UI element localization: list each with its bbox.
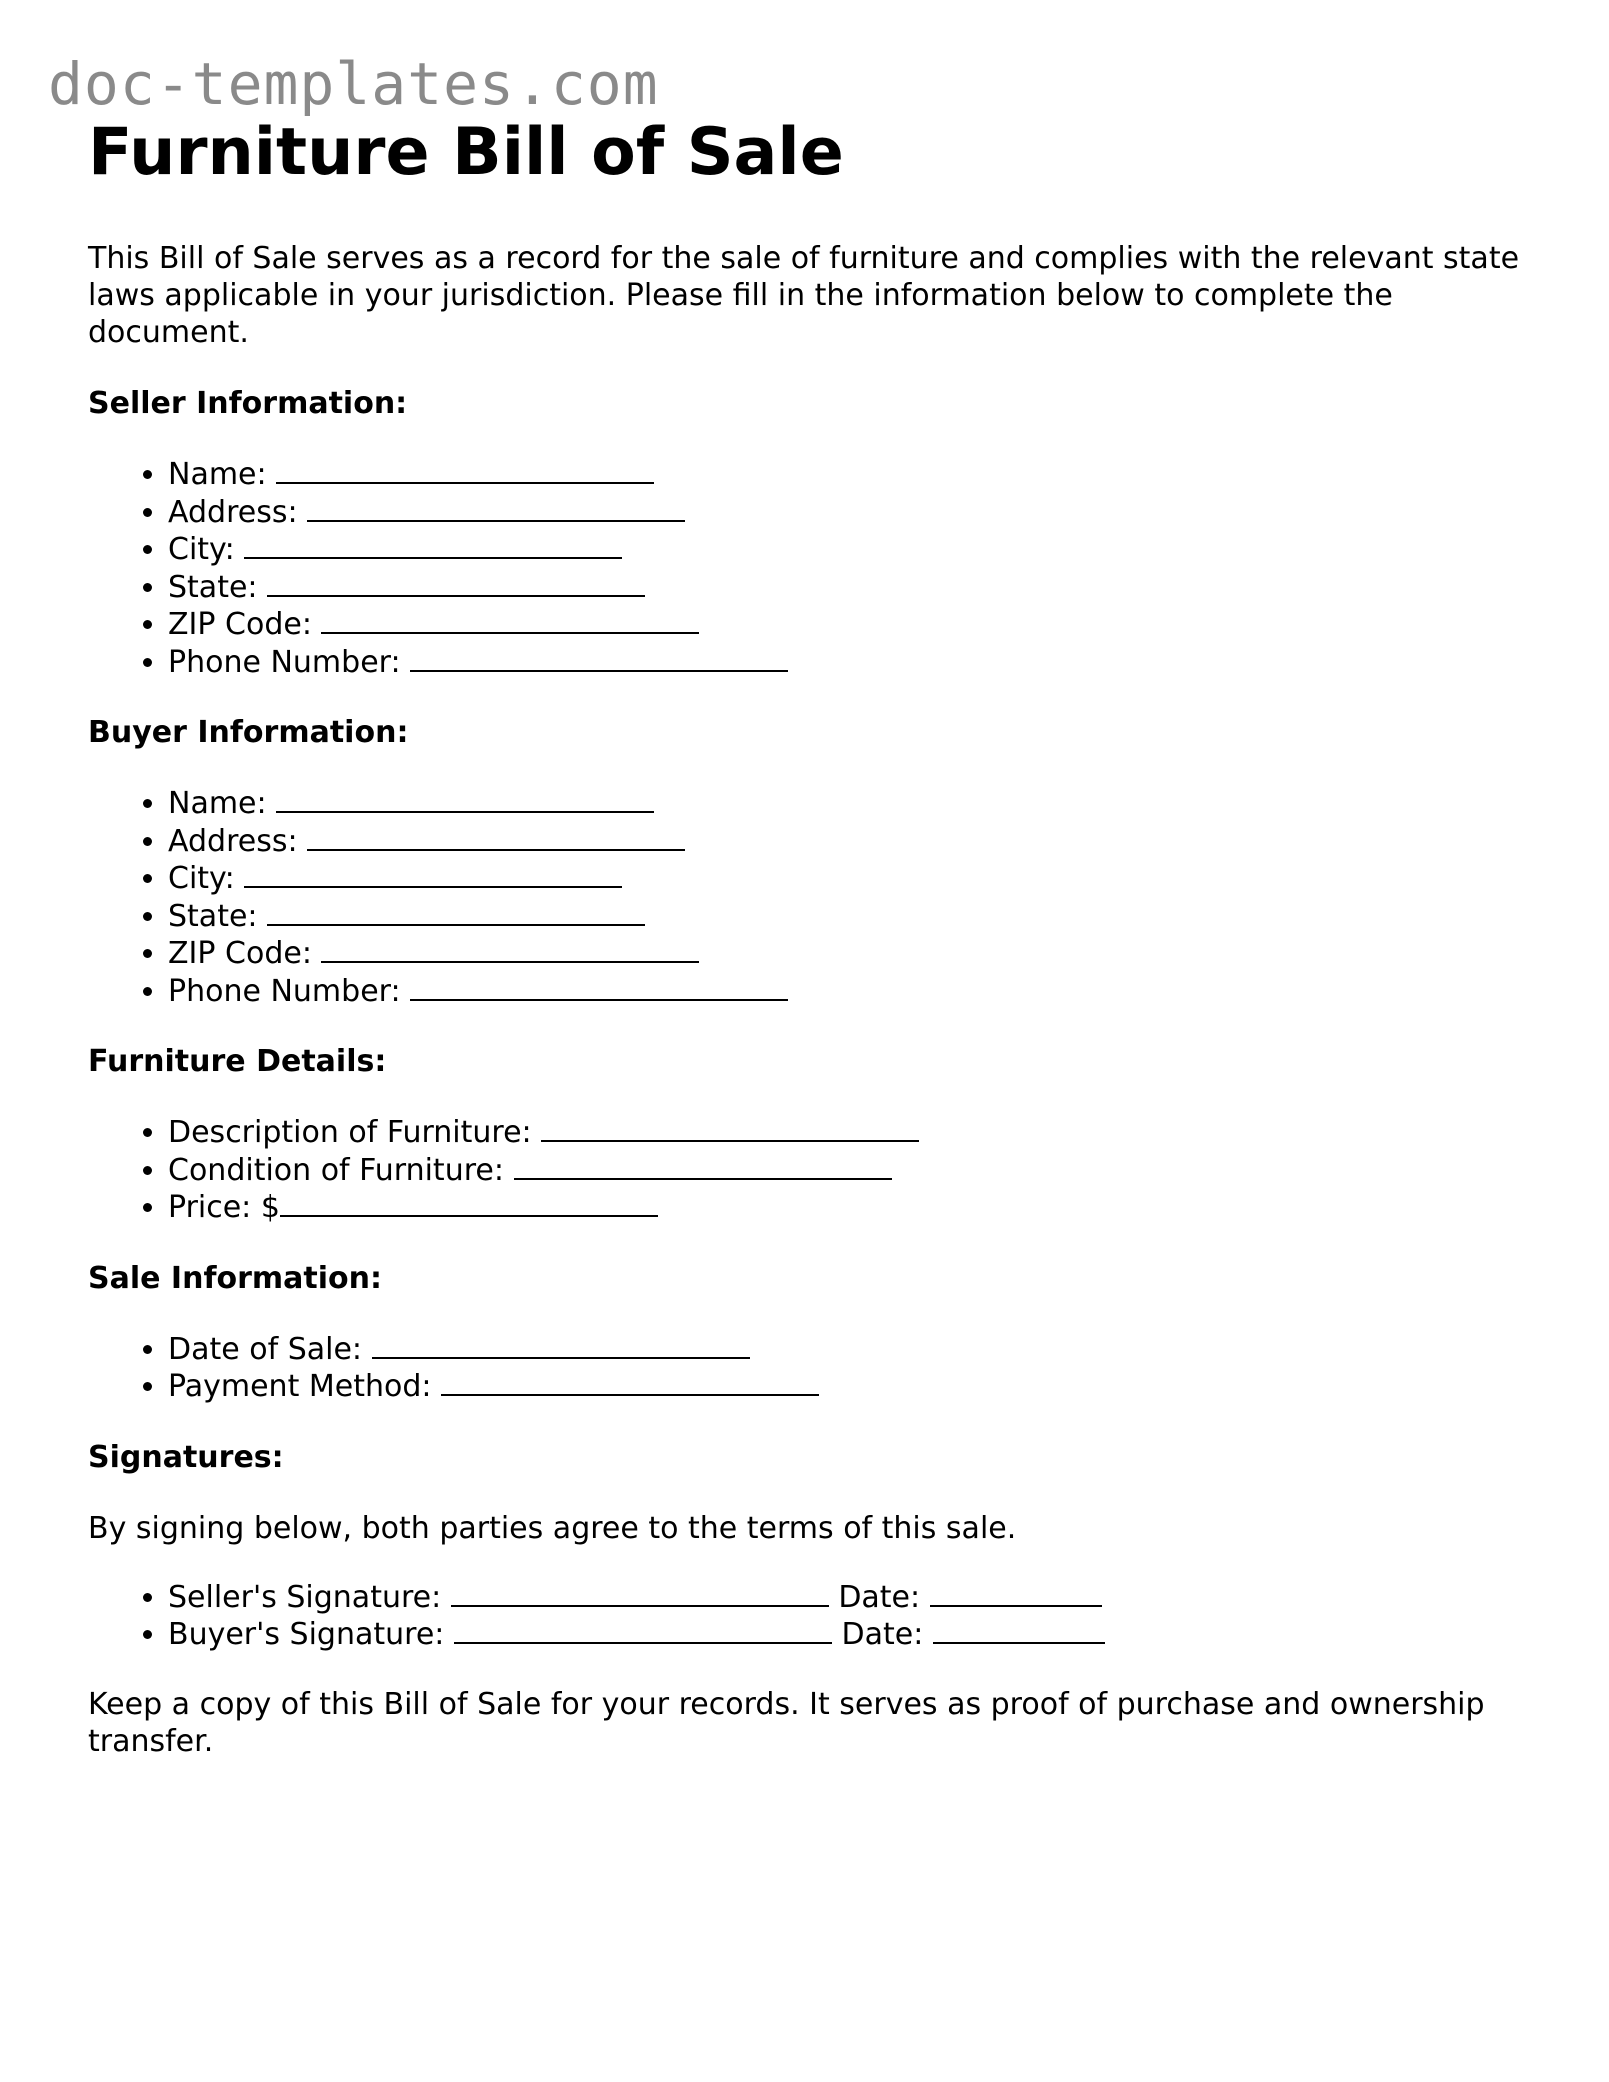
sale-date-blank[interactable] bbox=[372, 1333, 750, 1359]
field-label: Condition of Furniture: bbox=[168, 1152, 504, 1188]
field-label: Price: $ bbox=[168, 1190, 280, 1225]
sale-section-heading: Sale Information: bbox=[88, 1260, 382, 1296]
buyer-signature-blank[interactable] bbox=[454, 1618, 832, 1644]
field-label: Address: bbox=[168, 823, 298, 859]
furniture-section-heading: Furniture Details: bbox=[88, 1044, 387, 1079]
field-label: Date: bbox=[841, 1617, 924, 1652]
buyer-address-field bbox=[168, 823, 1528, 861]
seller-name-field bbox=[168, 456, 1528, 494]
seller-city-field bbox=[168, 531, 1528, 569]
furniture-price-blank[interactable] bbox=[280, 1191, 658, 1217]
field-label: Name: bbox=[168, 457, 267, 492]
field-label: ZIP Code: bbox=[168, 607, 312, 642]
payment-method-blank[interactable] bbox=[441, 1370, 819, 1396]
field-label: City: bbox=[168, 861, 235, 896]
furniture-condition-field bbox=[168, 1152, 1528, 1190]
seller-signature-field bbox=[168, 1579, 1528, 1617]
watermark: doc-templates.com bbox=[48, 50, 659, 118]
closing-paragraph: Keep a copy of this Bill of Sale for your records. It serves as proof of purchase and ownership transfer. bbox=[88, 1686, 1485, 1759]
furniture-price-field bbox=[168, 1189, 1528, 1227]
buyer-city-blank[interactable] bbox=[244, 862, 622, 888]
seller-city-blank[interactable] bbox=[244, 533, 622, 559]
buyer-field-list bbox=[88, 785, 1528, 1010]
sale-date-field bbox=[168, 1331, 1528, 1369]
buyer-phone-field bbox=[168, 973, 1528, 1011]
buyer-state-blank[interactable] bbox=[267, 900, 645, 926]
field-label: Buyer's Signature: bbox=[168, 1617, 445, 1652]
payment-method-field bbox=[168, 1368, 1528, 1406]
field-label: Address: bbox=[168, 494, 298, 530]
field-label: State: bbox=[168, 898, 258, 934]
furniture-description-field bbox=[168, 1114, 1528, 1152]
seller-phone-field bbox=[168, 644, 1528, 682]
furniture-condition-blank[interactable] bbox=[514, 1154, 892, 1180]
buyer-signature-field bbox=[168, 1616, 1528, 1654]
field-label: City: bbox=[168, 532, 235, 567]
field-label: Seller's Signature: bbox=[168, 1579, 442, 1615]
seller-phone-blank[interactable] bbox=[410, 646, 788, 672]
furniture-description-blank[interactable] bbox=[541, 1116, 919, 1142]
buyer-address-blank[interactable] bbox=[307, 825, 685, 851]
sale-field-list bbox=[88, 1331, 1528, 1406]
seller-address-field bbox=[168, 494, 1528, 532]
field-label: State: bbox=[168, 569, 258, 605]
seller-address-blank[interactable] bbox=[307, 496, 685, 522]
agreement-statement: By signing below, both parties agree to the terms of this sale. bbox=[88, 1510, 1017, 1546]
buyer-city-field bbox=[168, 860, 1528, 898]
seller-state-blank[interactable] bbox=[267, 571, 645, 597]
seller-signature-blank[interactable] bbox=[451, 1581, 829, 1607]
field-label: Payment Method: bbox=[168, 1369, 432, 1404]
seller-name-blank[interactable] bbox=[276, 458, 654, 484]
field-label: Name: bbox=[168, 786, 267, 821]
seller-field-list bbox=[88, 456, 1528, 681]
seller-state-field bbox=[168, 569, 1528, 607]
buyer-phone-blank[interactable] bbox=[410, 975, 788, 1001]
buyer-zip-blank[interactable] bbox=[321, 937, 699, 963]
field-label: Description of Furniture: bbox=[168, 1115, 532, 1150]
intro-paragraph: This Bill of Sale serves as a record for the sale of furniture and complies with the relevant state laws applicable in your jurisdiction. Please fill in the information below to complete the document. bbox=[88, 241, 1520, 350]
seller-zip-blank[interactable] bbox=[321, 608, 699, 634]
field-label: Date of Sale: bbox=[168, 1331, 363, 1367]
field-label: Phone Number: bbox=[168, 644, 401, 680]
signatures-section-heading: Signatures: bbox=[88, 1439, 284, 1475]
buyer-date-blank[interactable] bbox=[933, 1618, 1105, 1644]
seller-zip-field bbox=[168, 606, 1528, 644]
buyer-zip-field bbox=[168, 935, 1528, 973]
signature-field-list bbox=[88, 1579, 1528, 1654]
seller-date-blank[interactable] bbox=[930, 1581, 1102, 1607]
field-label: Phone Number: bbox=[168, 973, 401, 1009]
buyer-name-field bbox=[168, 785, 1528, 823]
document-title: Furniture Bill of Sale bbox=[88, 115, 844, 190]
field-label: ZIP Code: bbox=[168, 936, 312, 971]
document-body bbox=[88, 112, 1528, 1760]
seller-section-heading: Seller Information: bbox=[88, 386, 408, 421]
buyer-name-blank[interactable] bbox=[276, 787, 654, 813]
furniture-field-list bbox=[88, 1114, 1528, 1227]
field-label: Date: bbox=[838, 1579, 921, 1615]
buyer-state-field bbox=[168, 898, 1528, 936]
buyer-section-heading: Buyer Information: bbox=[88, 715, 409, 750]
